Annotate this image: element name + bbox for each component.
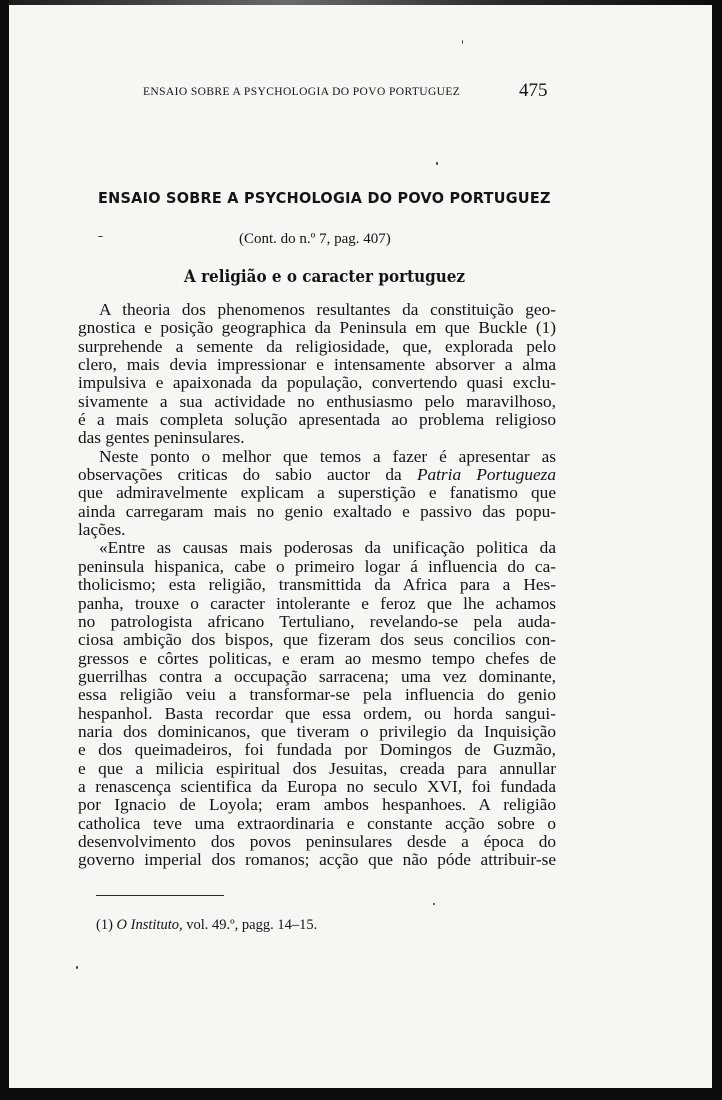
body-line: tholicismo; esta religião, transmittida da Africa para a Hes- bbox=[78, 575, 556, 595]
work-title-italic: Patria Portugueza bbox=[416, 465, 557, 485]
body-line: é a mais completa solução apresentada ao problema religioso bbox=[78, 410, 556, 430]
body-line: guerrilhas contra a occupação sarracena; uma vez dominante, bbox=[78, 666, 556, 686]
scan-speck bbox=[436, 162, 438, 165]
body-line: essa religião veiu a transformar-se pela influencia do genio bbox=[78, 685, 556, 705]
body-line: que admiravelmente explicam a superstição e fanatismo que bbox=[78, 483, 556, 503]
body-line: catholica teve uma extraordinaria e constante acção sobre o bbox=[78, 813, 556, 833]
footnote bbox=[96, 917, 317, 934]
footnote-divider bbox=[96, 895, 224, 896]
body-line: sivamente a sua actividade no enthusiasmo pelo maravilhoso, bbox=[78, 391, 556, 411]
scan-border-right bbox=[712, 0, 722, 1100]
body-line: impulsiva e apaixonada da população, convertendo quasi exclu- bbox=[78, 373, 556, 393]
scan-border-bottom bbox=[0, 1088, 722, 1100]
footnote-source: O Instituto, bbox=[116, 917, 183, 933]
body-line: gressos e côrtes politicas, e eram ao mesmo tempo chefes de bbox=[78, 648, 556, 668]
page-number: 475 bbox=[519, 80, 548, 101]
footnote-marker: (1) bbox=[96, 917, 113, 933]
body-line: lações. bbox=[78, 520, 126, 540]
body-line: surprehende a semente da religiosidade, que, explorada pelo bbox=[78, 336, 556, 356]
body-line: e dos queimadeiros, foi fundada por Domingos de Guzmão, bbox=[78, 740, 556, 760]
scan-speck bbox=[98, 236, 103, 237]
body-line: no patrologista africano Tertuliano, revelando-se pela auda- bbox=[78, 611, 556, 631]
body-line: panha, trouxe o caracter intolerante e feroz que lhe achamos bbox=[78, 593, 556, 613]
continuation-note: (Cont. do n.º 7, pag. 407) bbox=[239, 231, 391, 247]
footnote-detail: vol. 49.º, pagg. 14–15. bbox=[186, 917, 318, 933]
scan-speck bbox=[433, 903, 435, 905]
body-line: clero, mais devia impressionar e intensamente absorver a alma bbox=[78, 355, 556, 375]
body-line: e que a milicia espiritual dos Jesuitas, creada para annullar bbox=[78, 758, 556, 778]
running-head: ENSAIO SOBRE A PSYCHOLOGIA DO POVO PORTUGUEZ bbox=[143, 86, 461, 98]
body-line: das gentes peninsulares. bbox=[78, 428, 245, 448]
body-line: A theoria dos phenomenos resultantes da constituição geo- bbox=[99, 300, 556, 319]
body-line: ciosa ambição dos bispos, que fizeram dos seus concilios con- bbox=[78, 630, 556, 650]
scan-speck bbox=[76, 966, 78, 969]
body-line: por Ignacio de Loyola; eram ambos hespanhoes. A religião bbox=[78, 795, 556, 815]
body-line: Neste ponto o melhor que temos a fazer é apresentar as bbox=[99, 446, 556, 466]
scan-speck bbox=[462, 40, 463, 44]
body-line: ainda carregaram mais no genio exaltado e passivo das popu- bbox=[78, 501, 556, 521]
scan-border-left bbox=[0, 0, 9, 1100]
body-line: peninsula hispanica, cabe o primeiro logar á influencia do ca- bbox=[78, 556, 556, 576]
body-line: governo imperial dos romanos; acção que não póde attribuir-se bbox=[78, 850, 556, 870]
article-title: ENSAIO SOBRE A PSYCHOLOGIA DO POVO PORTUGUEZ bbox=[98, 189, 551, 207]
body-line: desenvolvimento dos povos peninsulares desde a época do bbox=[78, 831, 556, 851]
body-line: a renascença scientifica da Europa no seculo XVI, foi fundada bbox=[78, 776, 556, 796]
body-line: «Entre as causas mais poderosas da unificação politica da bbox=[99, 538, 556, 558]
scan-border-top bbox=[0, 0, 722, 5]
section-title: A religião e o caracter portuguez bbox=[184, 267, 466, 286]
body-line: observações criticas do sabio auctor da Patria Portugueza bbox=[78, 465, 557, 485]
body-line: gnostica e posição geographica da Peninsula em que Buckle (1) bbox=[78, 318, 556, 338]
body-line: naria dos dominicanos, que tiveram o privilegio da Inquisição bbox=[78, 721, 556, 741]
body-line: hespanhol. Basta recordar que essa ordem, ou horda sangui- bbox=[78, 703, 556, 723]
body-text bbox=[78, 301, 556, 870]
